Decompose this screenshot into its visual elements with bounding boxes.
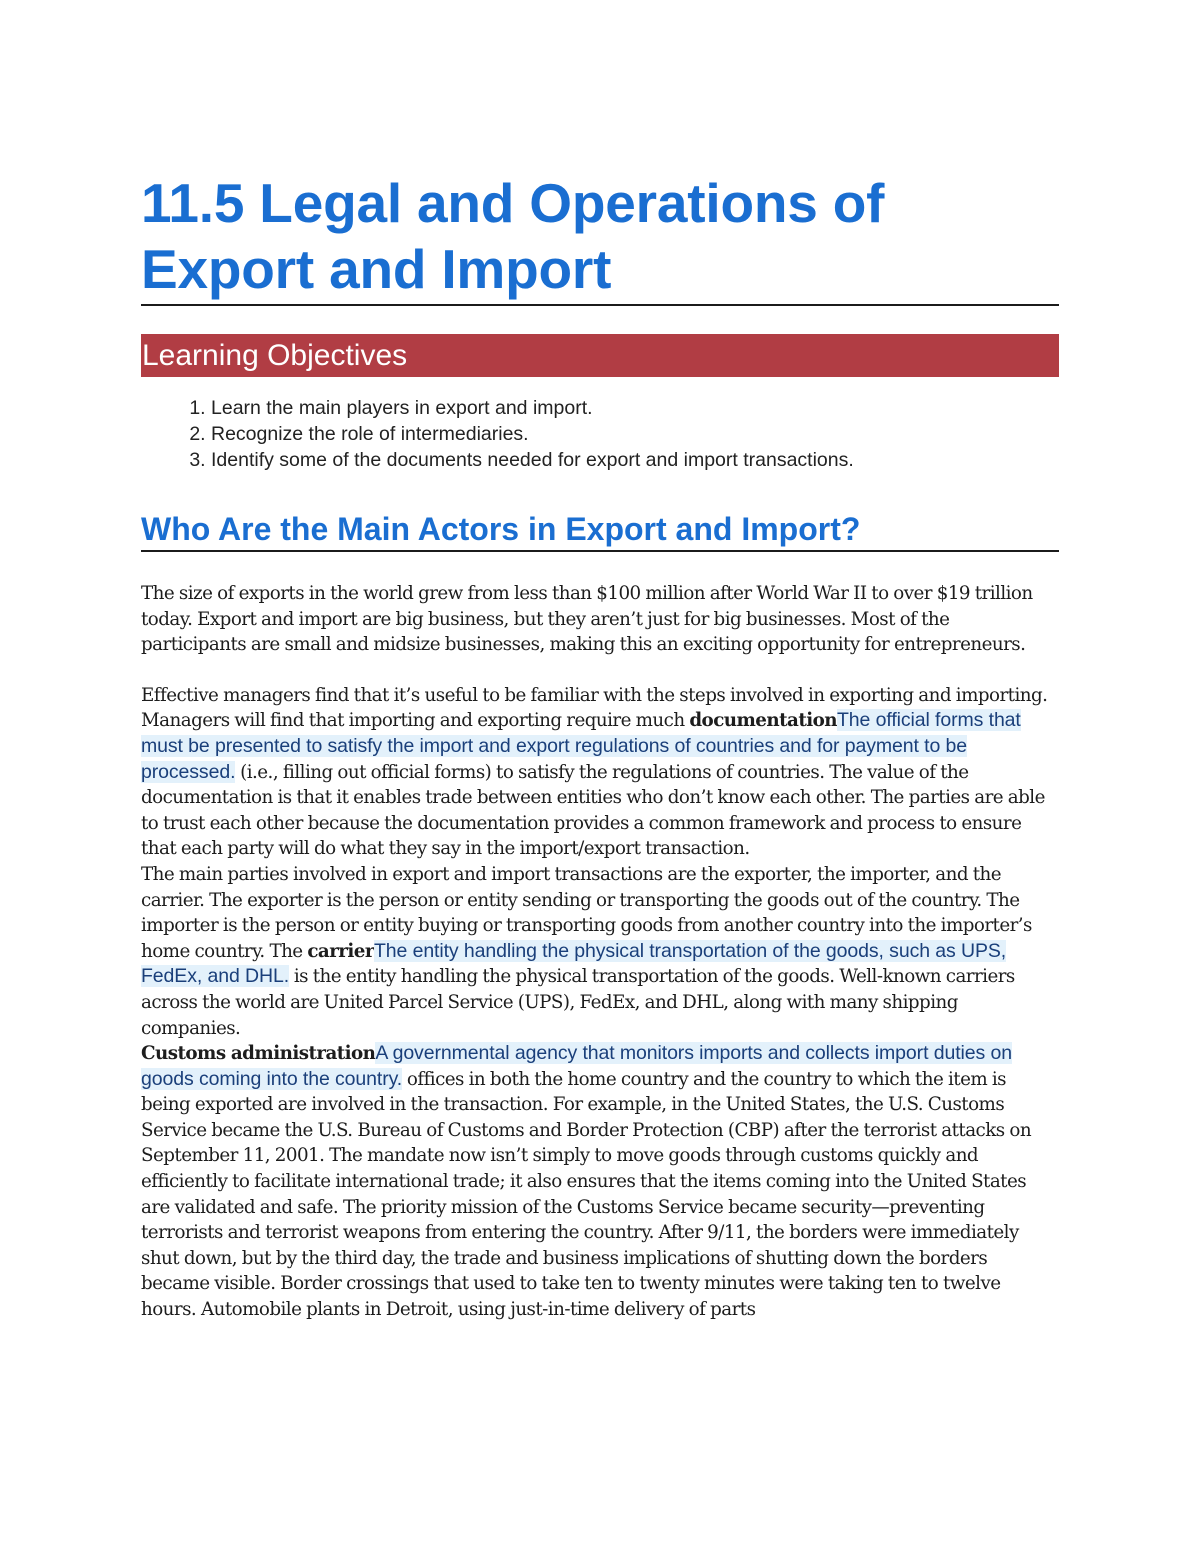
paragraph-text: is the entity handling the physical transportation of the goods. Well-known carriers across the world are United Parcel Service (UPS), FedEx, and DHL, along with many shipping companies. xyxy=(141,966,1015,1039)
learning-objectives-list xyxy=(141,395,1059,473)
list-item: 3. Identify some of the documents needed for export and import transactions. xyxy=(211,447,1059,473)
paragraph-text: The main parties involved in export and import transactions are the exporter, the importer, and the carrier. The exporter is the person or entity sending or transporting the goods out of the country. The importer is the person or entity buying or transporting goods from another country into the importer’s home country. The xyxy=(141,863,1032,962)
learning-objectives-heading: Learning Objectives xyxy=(141,334,1059,377)
glossary-definition-customs-administration: A governmental agency that monitors imports and collects import duties on goods coming into the country. xyxy=(141,1042,1012,1090)
paragraph-documentation xyxy=(141,683,1059,862)
glossary-term-carrier[interactable]: carrier xyxy=(307,940,374,962)
paragraph-text: Effective managers find that it’s useful to be familiar with the steps involved in exporting and importing. Managers will find that importing and exporting require much xyxy=(141,684,1048,732)
list-item: 1. Learn the main players in export and import. xyxy=(211,395,1059,421)
glossary-definition-carrier: The entity handling the physical transportation of the goods, such as UPS, FedEx, and DHL. xyxy=(141,939,1007,988)
glossary-term-documentation[interactable]: documentation xyxy=(689,710,837,732)
paragraph-exports-size: The size of exports in the world grew from less than $100 million after World War II to over $19 trillion today. Export and import are big business, but they aren’t just for big businesses. Most of the participants are small and midsize businesses, making this an exciting opportunity for entrepreneurs. xyxy=(141,583,1033,656)
paragraph-main-parties xyxy=(141,862,1059,1041)
document-page xyxy=(141,170,1059,1323)
glossary-definition-documentation: The official forms that must be presented to satisfy the import and export regulations of countries and for payment to be processed. xyxy=(141,709,1021,783)
paragraph-customs xyxy=(141,1041,1059,1323)
page-title: 11.5 Legal and Operations of Export and Import xyxy=(141,170,1059,306)
body-text xyxy=(141,581,1059,1323)
paragraph-text: offices in both the home country and the country to which the item is being exported are involved in the transaction. For example, in the United States, the U.S. Customs Service became the U.S. Bureau of Customs and Border Protection (CBP) after the terrorist attacks on September 11, 2001. The mandate now isn’t simply to move goods through customs quickly and efficiently to facilitate international trade; it also ensures that the items coming into the United States are validated and safe. The priority mission of the Customs Service became security—preventing terrorists and terrorist weapons from entering the country. After 9/11, the borders were immediately shut down, but by the third day, the trade and business implications of shutting down the borders became visible. Border crossings that used to take ten to twenty minutes were taking ten to twelve hours. Automobile plants in Detroit, using just-in-time delivery of parts xyxy=(141,1068,1032,1321)
glossary-term-customs-administration[interactable]: Customs administration xyxy=(141,1043,376,1065)
list-item: 2. Recognize the role of intermediaries. xyxy=(211,421,1059,447)
paragraph-text: (i.e., filling out official forms) to satisfy the regulations of countries. The value of the documentation is that it enables trade between entities who don’t know each other. The parties are able to trust each other because the documentation provides a common framework and process to ensure that each party will do what they say in the import/export transaction. xyxy=(141,761,1045,860)
section-heading: Who Are the Main Actors in Export and Import? xyxy=(141,509,1059,552)
